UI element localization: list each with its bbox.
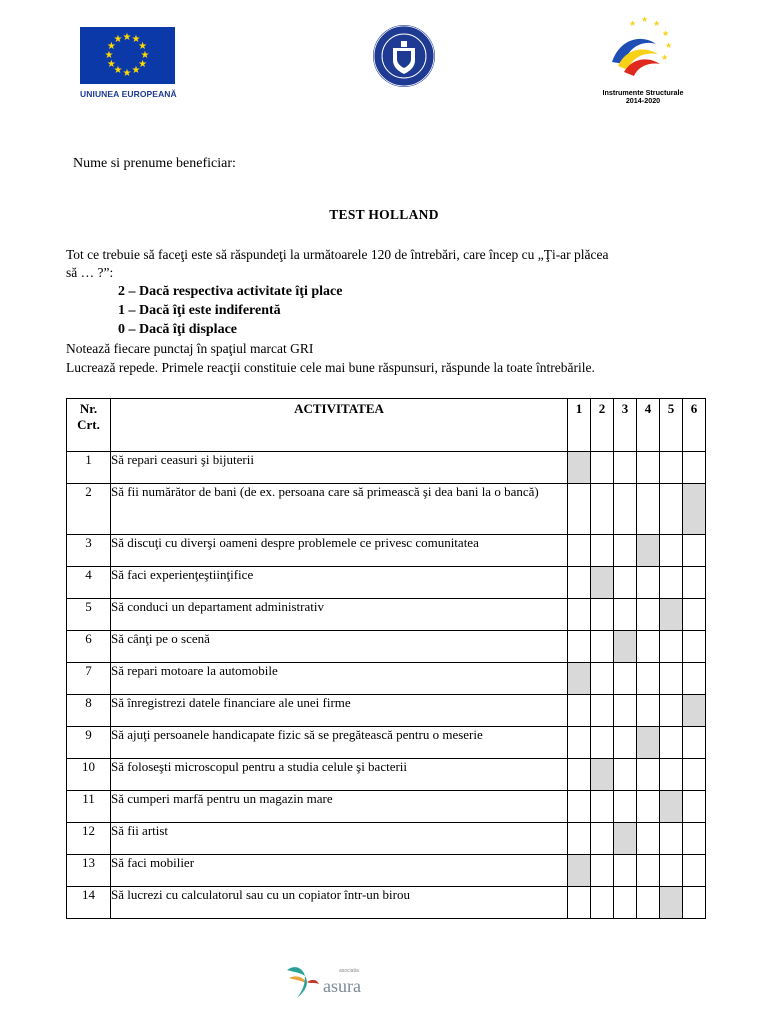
score-cell (591, 631, 614, 663)
score-cell-gray[interactable] (568, 452, 591, 484)
score-cell (637, 631, 660, 663)
score-cell (660, 855, 683, 887)
svg-text:★: ★ (665, 41, 673, 50)
score-cell (637, 791, 660, 823)
score-cell (660, 823, 683, 855)
score-cell-gray[interactable] (568, 663, 591, 695)
score-cell (637, 484, 660, 535)
score-cell-gray[interactable] (591, 759, 614, 791)
intro-line-1: Tot ce trebuie să faceţi este să răspundeţi la următoarele 120 de întrebări, care încep cu „Ţi-ar plăcea (66, 247, 609, 262)
table-row (67, 599, 706, 631)
score-cell (683, 535, 706, 567)
score-cell (614, 727, 637, 759)
row-number: 6 (67, 631, 111, 663)
score-cell (683, 663, 706, 695)
row-number: 5 (67, 599, 111, 631)
table-row (67, 855, 706, 887)
header-col-5: 5 (660, 399, 683, 452)
score-cell (683, 727, 706, 759)
table-row (67, 695, 706, 727)
table-row (67, 823, 706, 855)
score-cell (683, 791, 706, 823)
score-cell (614, 759, 637, 791)
score-cell (568, 484, 591, 535)
score-cell (568, 759, 591, 791)
score-cell (591, 599, 614, 631)
score-cell (614, 663, 637, 695)
score-cell-gray[interactable] (683, 695, 706, 727)
score-cell (614, 695, 637, 727)
score-cell-gray[interactable] (637, 727, 660, 759)
row-activity: Să ajuţi persoanele handicapate fizic să se pregătească pentru o meserie (111, 727, 568, 759)
score-cell (614, 452, 637, 484)
score-cell (660, 484, 683, 535)
score-cell (637, 855, 660, 887)
score-cell (591, 452, 614, 484)
table-row (67, 631, 706, 663)
eu-star-icon: ★ (122, 67, 132, 79)
score-cell (660, 567, 683, 599)
score-cell (637, 567, 660, 599)
row-number: 11 (67, 791, 111, 823)
score-cell (614, 599, 637, 631)
instruction-fast: Lucrează repede. Primele reacţii constituie cele mai bune răspunsuri, răspunde la toate întrebările. (66, 360, 595, 375)
is-logo-caption-1: Instrumente Structurale (602, 88, 684, 97)
score-cell (591, 887, 614, 919)
row-number: 14 (67, 887, 111, 919)
score-cell (568, 727, 591, 759)
svg-text:★: ★ (641, 15, 649, 24)
eu-flag-icon (80, 27, 175, 84)
score-cell (614, 855, 637, 887)
row-activity: Să cânţi pe o scenă (111, 631, 568, 663)
score-cell-gray[interactable] (568, 855, 591, 887)
row-number: 9 (67, 727, 111, 759)
instrumente-structurale-logo (598, 12, 688, 110)
row-number: 4 (67, 567, 111, 599)
eu-logo (80, 27, 180, 99)
document-title: TEST HOLLAND (329, 207, 439, 222)
score-cell (614, 567, 637, 599)
score-cell-gray[interactable] (660, 791, 683, 823)
row-number: 13 (67, 855, 111, 887)
row-number: 3 (67, 535, 111, 567)
header-col-3: 3 (614, 399, 637, 452)
score-cell (568, 695, 591, 727)
asura-logo (283, 958, 383, 1002)
score-cell (660, 695, 683, 727)
score-cell (591, 855, 614, 887)
row-activity: Să foloseşti microscopul pentru a studia celule şi bacterii (111, 759, 568, 791)
table-row (67, 727, 706, 759)
asura-name: asura (323, 976, 361, 996)
score-cell (591, 535, 614, 567)
eu-star-icon: ★ (106, 58, 116, 70)
asura-tagline: asociatia (339, 968, 359, 974)
score-cell (660, 452, 683, 484)
table-header-row (67, 399, 706, 452)
table-row (67, 759, 706, 791)
row-number: 12 (67, 823, 111, 855)
score-cell (683, 631, 706, 663)
score-cell (568, 631, 591, 663)
header-col-2: 2 (591, 399, 614, 452)
eu-star-icon: ★ (138, 58, 148, 70)
score-cell (637, 759, 660, 791)
score-cell (660, 535, 683, 567)
score-cell (637, 452, 660, 484)
score-cell (683, 823, 706, 855)
row-number: 10 (67, 759, 111, 791)
romanian-government-seal (371, 23, 437, 89)
table-row (67, 452, 706, 484)
svg-text:★: ★ (629, 19, 637, 28)
svg-text:★: ★ (653, 19, 661, 28)
score-cell (637, 663, 660, 695)
instruction-gray: Notează fiecare punctaj în spaţiul marcat GRI (66, 341, 314, 356)
score-cell (591, 484, 614, 535)
table-row (67, 535, 706, 567)
row-activity: Să repari motoare la automobile (111, 663, 568, 695)
score-cell (637, 695, 660, 727)
score-cell (660, 631, 683, 663)
beneficiary-name-label: Nume si prenume beneficiar: (73, 156, 236, 171)
row-activity: Să cumperi marfă pentru un magazin mare (111, 791, 568, 823)
row-activity: Să discuţi cu diverşi oameni despre problemele ce privesc comunitatea (111, 535, 568, 567)
eu-star-icon: ★ (104, 49, 114, 61)
svg-text:★: ★ (662, 29, 670, 38)
score-cell-gray[interactable] (683, 484, 706, 535)
score-cell (614, 535, 637, 567)
score-cell (614, 791, 637, 823)
score-cell (591, 791, 614, 823)
score-cell (591, 663, 614, 695)
score-cell (683, 452, 706, 484)
score-cell (660, 663, 683, 695)
score-cell (568, 823, 591, 855)
score-cell-gray[interactable] (614, 631, 637, 663)
eu-logo-caption: UNIUNEA EUROPEANĂ (80, 89, 177, 99)
score-cell (660, 727, 683, 759)
score-cell (614, 887, 637, 919)
row-number: 8 (67, 695, 111, 727)
eu-star-icon: ★ (106, 40, 116, 52)
header-col-1: 1 (568, 399, 591, 452)
score-cell (637, 887, 660, 919)
row-number: 7 (67, 663, 111, 695)
score-cell-gray[interactable] (660, 599, 683, 631)
score-cell-gray[interactable] (614, 823, 637, 855)
svg-text:★: ★ (661, 53, 669, 62)
score-cell-gray[interactable] (660, 887, 683, 919)
table-row (67, 484, 706, 535)
header-col-6: 6 (683, 399, 706, 452)
score-cell (591, 727, 614, 759)
score-cell (683, 759, 706, 791)
score-cell (614, 484, 637, 535)
score-cell (568, 599, 591, 631)
row-number: 2 (67, 484, 111, 535)
row-activity: Să fii artist (111, 823, 568, 855)
header-nr-line-1: Nr. (79, 401, 98, 416)
row-number: 1 (67, 452, 111, 484)
holland-test-table (66, 398, 706, 919)
row-activity: Să faci mobilier (111, 855, 568, 887)
header-nr-line-2: Crt. (77, 417, 100, 432)
score-cell (683, 855, 706, 887)
score-cell (591, 695, 614, 727)
eu-star-icon: ★ (113, 33, 123, 45)
score-cell (637, 599, 660, 631)
score-cell (568, 887, 591, 919)
score-cell (568, 535, 591, 567)
row-activity: Să conduci un departament administrativ (111, 599, 568, 631)
header-col-4: 4 (637, 399, 660, 452)
table-row (67, 567, 706, 599)
score-cell (591, 823, 614, 855)
score-cell (683, 567, 706, 599)
header-nr (67, 399, 111, 452)
row-activity: Să fii numărător de bani (de ex. persoana care să primească şi dea bani la o bancă) (111, 484, 568, 535)
score-cell (637, 823, 660, 855)
row-activity: Să lucrezi cu calculatorul sau cu un copiator într-un birou (111, 887, 568, 919)
scale-item-2: 2 – Dacă respectiva activitate îţi place (118, 284, 343, 299)
score-cell (683, 599, 706, 631)
table-row (67, 791, 706, 823)
table-row (67, 887, 706, 919)
eu-star-icon: ★ (140, 49, 150, 61)
row-activity: Să faci experienţeştiinţifice (111, 567, 568, 599)
eu-star-icon: ★ (138, 40, 148, 52)
eu-star-icon: ★ (113, 65, 123, 77)
score-cell (568, 567, 591, 599)
row-activity: Să repari ceasuri şi bijuterii (111, 452, 568, 484)
header-activity: ACTIVITATEA (111, 399, 568, 452)
score-cell (568, 791, 591, 823)
score-cell (660, 759, 683, 791)
scale-item-0: 0 – Dacă îţi displace (118, 322, 237, 337)
eu-star-icon: ★ (131, 33, 141, 45)
row-activity: Să înregistrezi datele financiare ale unei firme (111, 695, 568, 727)
eu-star-icon: ★ (131, 65, 141, 77)
table-row (67, 663, 706, 695)
score-cell-gray[interactable] (591, 567, 614, 599)
scale-item-1: 1 – Dacă îţi este indiferentă (118, 303, 281, 318)
score-cell-gray[interactable] (637, 535, 660, 567)
eu-star-icon: ★ (122, 31, 132, 43)
is-logo-caption-2: 2014-2020 (625, 96, 661, 105)
intro-line-2: să … ?”: (66, 265, 114, 280)
score-cell (683, 887, 706, 919)
